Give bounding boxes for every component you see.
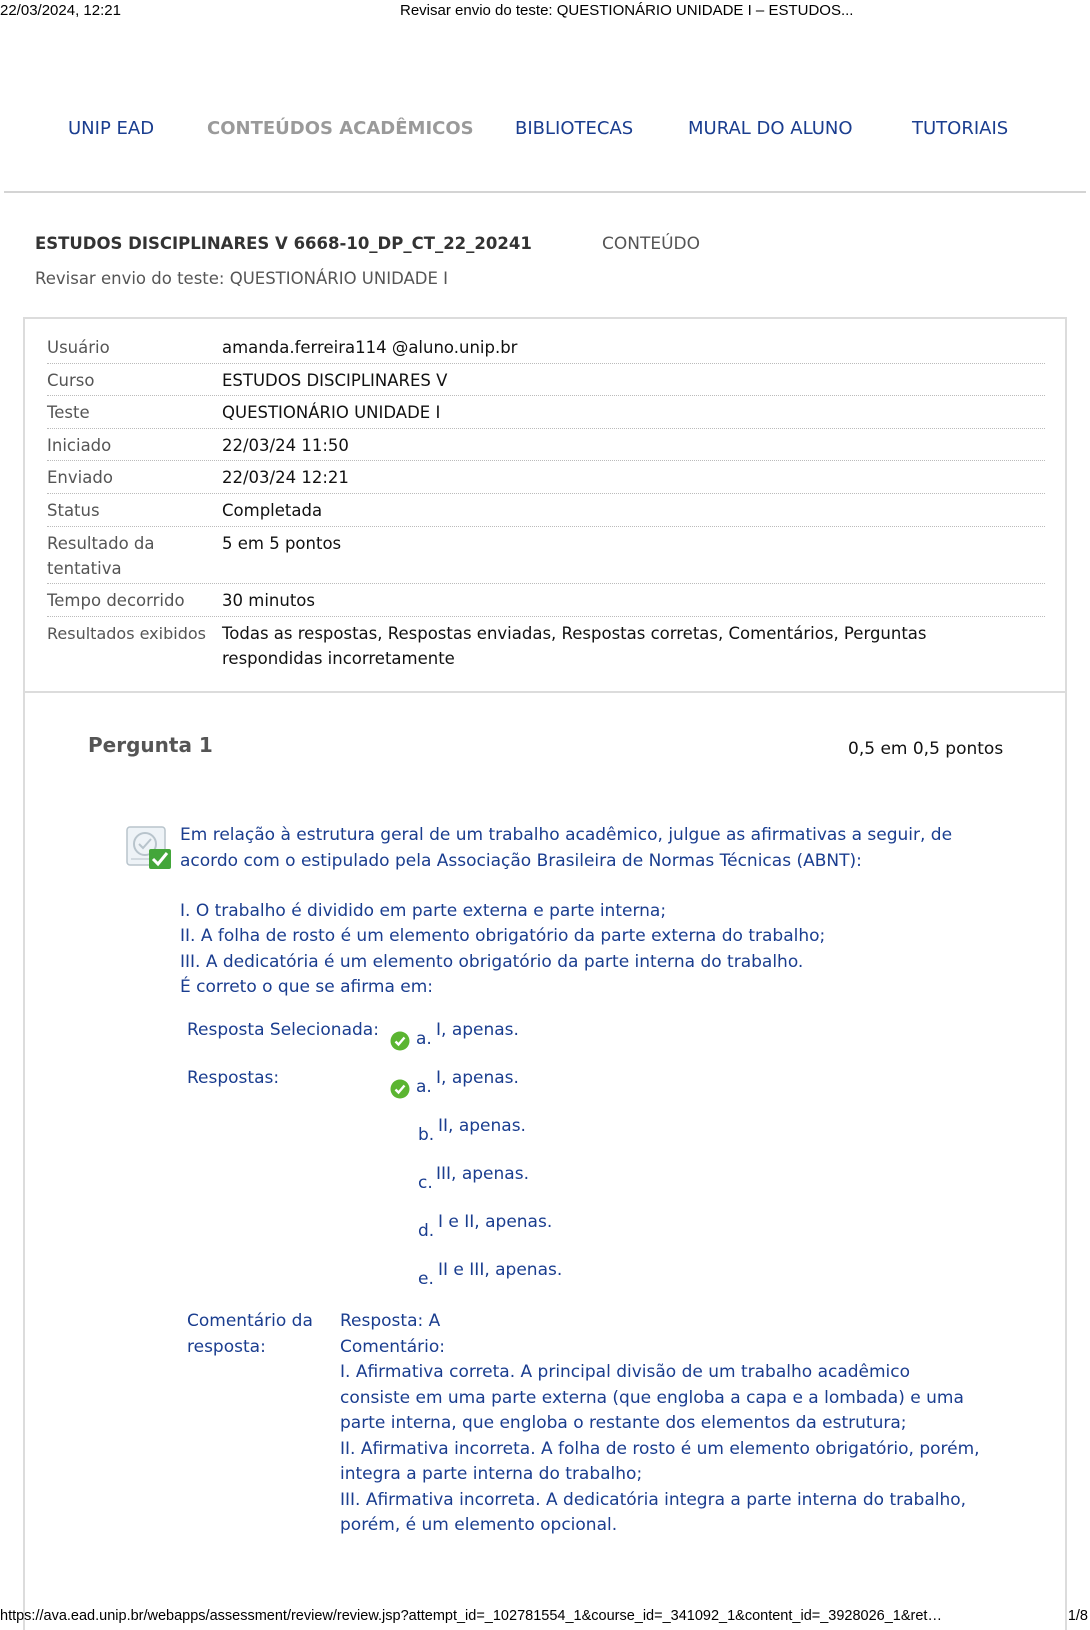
correct-question-icon bbox=[125, 823, 175, 873]
comment-line: II. Afirmativa incorreta. A folha de rosto é um elemento obrigatório, porém, integra a parte interna do trabalho; bbox=[340, 1438, 980, 1484]
attempt-details bbox=[23, 317, 1067, 693]
answer-letter: e. bbox=[418, 1269, 434, 1289]
detail-row-iniciado bbox=[47, 429, 1045, 461]
answer-text: II e III, apenas. bbox=[438, 1260, 563, 1280]
nav-tutoriais[interactable]: TUTORIAIS bbox=[912, 118, 1009, 139]
detail-row-enviado bbox=[47, 461, 1045, 494]
answers-label: Respostas: bbox=[187, 1068, 280, 1088]
print-url: https://ava.ead.unip.br/webapps/assessment/review/review.jsp?attempt_id=_102781554_1&course_id=_341092_1&content_id=_3928026_1&ret… bbox=[0, 1608, 942, 1624]
detail-value: amanda.ferreira114 @aluno.unip.br bbox=[222, 338, 518, 357]
answer-letter: b. bbox=[418, 1125, 435, 1145]
detail-value: 5 em 5 pontos bbox=[222, 534, 342, 553]
detail-row-status bbox=[47, 494, 1045, 527]
comment-line: Comentário: bbox=[340, 1336, 445, 1357]
answer-text: I e II, apenas. bbox=[438, 1212, 553, 1232]
detail-value: 30 minutos bbox=[222, 591, 315, 610]
print-footer bbox=[0, 1608, 1090, 1628]
detail-label: Resultado da tentativa bbox=[47, 534, 155, 578]
nav-conteudos-academicos[interactable]: CONTEÚDOS ACADÊMICOS bbox=[207, 118, 474, 139]
comment-line: I. Afirmativa correta. A principal divisão de um trabalho acadêmico consiste em uma parte externa (que engloba a capa e a lombada) e uma parte interna, que engloba o restante dos elementos da estrutura; bbox=[340, 1362, 964, 1433]
comment-body bbox=[340, 1309, 980, 1539]
detail-value: QUESTIONÁRIO UNIDADE I bbox=[222, 403, 441, 422]
answer-letter: c. bbox=[418, 1173, 433, 1193]
comment-line: III. Afirmativa incorreta. A dedicatória integra a parte interna do trabalho, porém, é um elemento opcional. bbox=[340, 1489, 967, 1535]
detail-label: Curso bbox=[47, 371, 95, 390]
detail-value: Todas as respostas, Respostas enviadas, Respostas corretas, Comentários, Perguntas respondidas incorretamente bbox=[222, 624, 927, 668]
answer-text: I, apenas. bbox=[436, 1068, 519, 1088]
detail-value: Completada bbox=[222, 501, 323, 520]
detail-label: Iniciado bbox=[47, 436, 112, 455]
detail-row-resultados-exibidos bbox=[47, 617, 1045, 677]
question-statement: III. A dedicatória é um elemento obrigatório da parte interna do trabalho. bbox=[180, 952, 804, 972]
answer-text: II, apenas. bbox=[438, 1116, 526, 1136]
question-title: Pergunta 1 bbox=[88, 733, 213, 757]
question-statement: É correto o que se afirma em: bbox=[180, 977, 434, 997]
selected-answer-label: Resposta Selecionada: bbox=[187, 1020, 379, 1040]
answer-letter: d. bbox=[418, 1221, 435, 1241]
answer-letter: a. bbox=[416, 1077, 432, 1097]
course-title: ESTUDOS DISCIPLINARES V 6668-10_DP_CT_22_20241 bbox=[35, 234, 532, 253]
print-header bbox=[0, 2, 1090, 22]
detail-label: Status bbox=[47, 501, 100, 520]
question-statement: I. O trabalho é dividido em parte externa e parte interna; bbox=[180, 901, 667, 921]
nav-divider bbox=[4, 191, 1086, 193]
question-score: 0,5 em 0,5 pontos bbox=[848, 739, 1004, 759]
question-prompt: Em relação à estrutura geral de um trabalho acadêmico, julgue as afirmativas a seguir, de acordo com o estipulado pela Associação Brasileira de Normas Técnicas (ABNT): bbox=[180, 825, 953, 871]
detail-label: Enviado bbox=[47, 468, 113, 487]
detail-label: Resultados exibidos bbox=[47, 624, 206, 643]
top-navigation bbox=[0, 118, 1090, 148]
nav-unip-ead[interactable]: UNIP EAD bbox=[68, 118, 155, 139]
answer-text: III, apenas. bbox=[436, 1164, 529, 1184]
nav-mural-do-aluno[interactable]: MURAL DO ALUNO bbox=[688, 118, 853, 139]
correct-check-icon bbox=[390, 1031, 410, 1051]
selected-answer-letter: a. bbox=[416, 1029, 432, 1049]
detail-value: 22/03/24 12:21 bbox=[222, 468, 349, 487]
detail-row-resultado bbox=[47, 527, 1045, 584]
comment-label: Comentário da resposta: bbox=[187, 1311, 313, 1357]
detail-label: Usuário bbox=[47, 338, 110, 357]
content-link[interactable]: CONTEÚDO bbox=[602, 234, 701, 254]
correct-check-icon bbox=[390, 1079, 410, 1099]
print-page-number: 1/8 bbox=[1067, 1608, 1088, 1624]
question-statement: II. A folha de rosto é um elemento obrigatório da parte externa do trabalho; bbox=[180, 926, 826, 946]
detail-row-curso bbox=[47, 364, 1045, 396]
detail-label: Teste bbox=[47, 403, 90, 422]
page-title: Revisar envio do teste: QUESTIONÁRIO UNIDADE I bbox=[35, 269, 449, 288]
detail-value: 22/03/24 11:50 bbox=[222, 436, 349, 455]
print-datetime: 22/03/2024, 12:21 bbox=[0, 2, 121, 19]
comment-line: Resposta: A bbox=[340, 1311, 441, 1331]
detail-label: Tempo decorrido bbox=[47, 591, 185, 610]
selected-answer-text: I, apenas. bbox=[436, 1020, 519, 1040]
print-title: Revisar envio do teste: QUESTIONÁRIO UNIDADE I – ESTUDOS... bbox=[400, 2, 854, 19]
nav-bibliotecas[interactable]: BIBLIOTECAS bbox=[515, 118, 634, 139]
detail-value: ESTUDOS DISCIPLINARES V bbox=[222, 371, 448, 390]
detail-row-tempo bbox=[47, 584, 1045, 617]
detail-row-usuario bbox=[47, 331, 1045, 364]
detail-row-teste bbox=[47, 396, 1045, 429]
